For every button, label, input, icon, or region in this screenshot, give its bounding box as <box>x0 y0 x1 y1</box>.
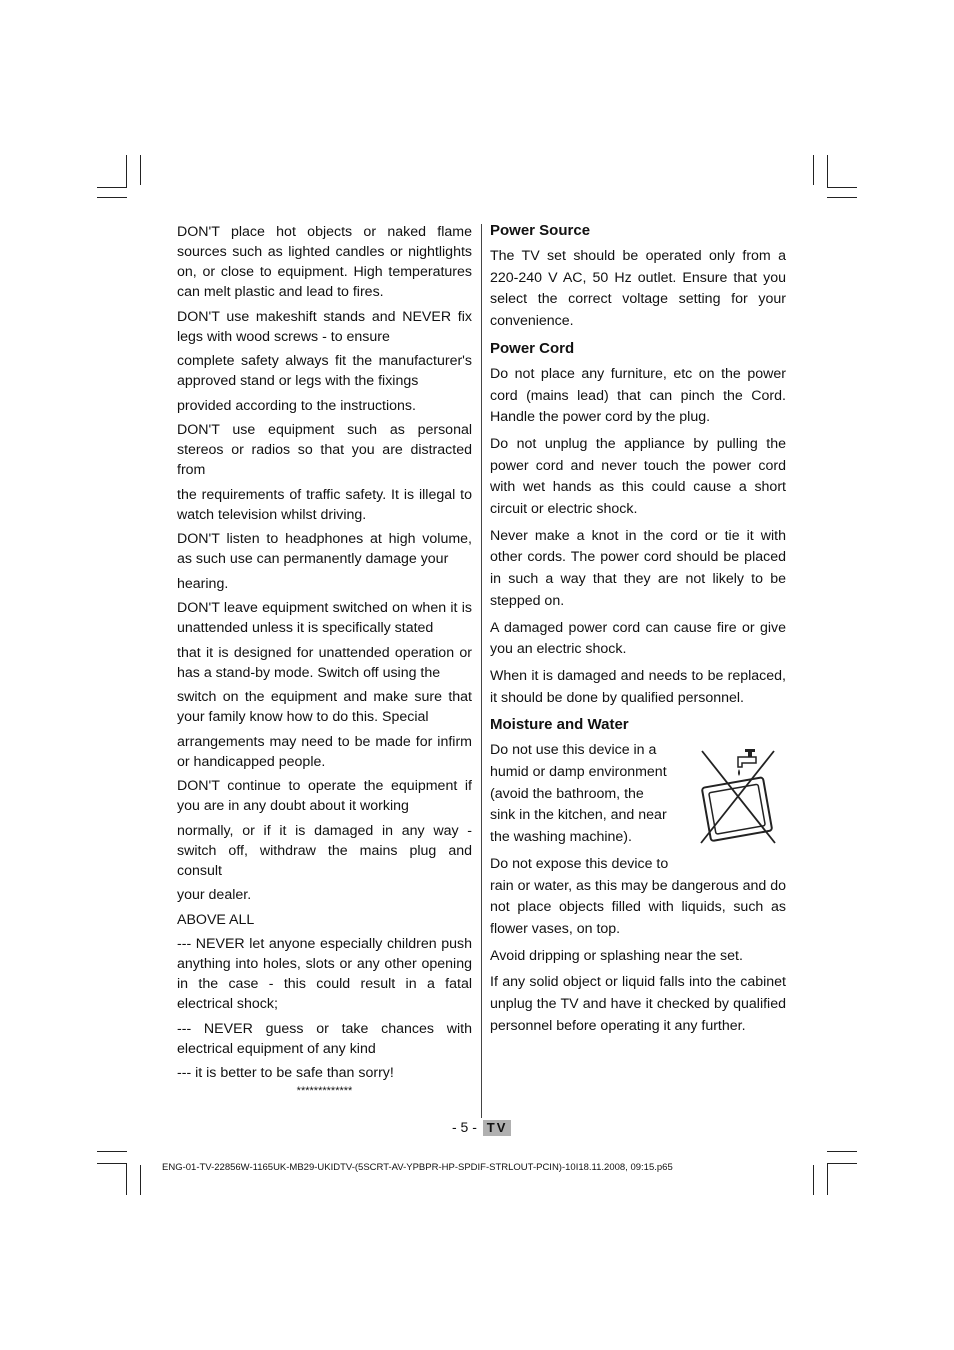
paragraph: Avoid dripping or splashing near the set. <box>490 947 743 964</box>
paragraph: switch on the equipment and make sure that your family know how to do this. Special <box>177 689 472 725</box>
section-badge: TV <box>483 1120 512 1136</box>
paragraph: provided according to the instructions. <box>177 397 416 414</box>
paragraph-continued: rain or water, as this may be dangerous and do not place objects filled with liquids, such as flower vases, on top. <box>490 877 786 937</box>
power-cord-heading: Power Cord <box>490 339 575 357</box>
paragraph-start: Do not expose this device to <box>490 855 669 872</box>
moisture-section <box>490 714 786 1037</box>
paragraph: the requirements of traffic safety. It is illegal to watch television whilst driving. <box>177 486 472 523</box>
paragraph: your dealer. <box>177 887 252 903</box>
paragraph: DON'T listen to headphones at high volume, as such use can permanently damage your <box>177 531 472 567</box>
paragraph: A damaged power cord can cause fire or give you an electric shock. <box>490 619 786 658</box>
paragraph: Do not place any furniture, etc on the power cord (mains lead) that can pinch the Cord. Handle the power cord by the plug. <box>490 365 786 426</box>
file-info: ENG-01-TV-22856W-1165UK-MB29-UKIDTV-(5SCRT-AV-YPBPR-HP-SPDIF-STRLOUT-PCIN)-10I18.11.2008, 09:15.p65 <box>162 1162 673 1173</box>
paragraph: DON'T place hot objects or naked flame sources such as lighted candles or nightlights on, or close to equipment. High temperatures can melt plastic and lead to fires. <box>177 224 472 300</box>
paragraph: hearing. <box>177 575 229 592</box>
paragraph: --- NEVER let anyone especially children push anything into holes, slots or any other opening in the case - this could result in a fatal electrical shock; <box>177 936 472 1012</box>
paragraph: Do not use this device in a humid or damp environment (avoid the bathroom, the sink in the kitchen, and near the washing machine). <box>490 742 667 846</box>
right-column <box>490 220 786 1043</box>
paragraph: --- it is better to be safe than sorry! <box>177 1065 394 1081</box>
paragraph: --- NEVER guess or take chances with electrical equipment of any kind <box>177 1020 472 1057</box>
paragraph: DON'T use equipment such as personal stereos or radios so that you are distracted from <box>177 422 472 478</box>
paragraph: normally, or if it is damaged in any way - switch off, withdraw the mains plug and consult <box>177 822 472 879</box>
no-water-on-tv-icon <box>698 747 778 845</box>
paragraph: DON'T continue to operate the equipment if you are in any doubt about it working <box>177 778 472 814</box>
column-divider <box>481 224 482 1118</box>
paragraph: If any solid object or liquid falls into the cabinet unplug the TV and have it checked by qualified personnel before operating it any further. <box>490 974 786 1034</box>
power-source-heading: Power Source <box>490 222 591 239</box>
page-number: - 5 - <box>452 1119 477 1135</box>
paragraph: When it is damaged and needs to be replaced, it should be done by qualified personnel. <box>490 667 786 706</box>
paragraph: Do not unplug the appliance by pulling the power cord and never touch the power cord with wet hands as this could cause a short circuit or electric shock. <box>490 435 786 518</box>
paragraph: complete safety always fit the manufacturer's approved stand or legs with the fixings <box>177 353 472 389</box>
paragraph: Never make a knot in the cord or tie it with other cords. The power cord should be placed in such a way that they are not likely to be stepped on. <box>490 527 786 609</box>
paragraph: that it is designed for unattended operation or has a stand-by mode. Switch off using the <box>177 644 472 681</box>
above-all-heading: ABOVE ALL <box>177 911 255 928</box>
moisture-wrapped-text <box>490 740 672 875</box>
safety-donts-column <box>177 222 472 1101</box>
page-footer <box>452 1119 511 1136</box>
paragraph: DON'T use makeshift stands and NEVER fix legs with wood screws - to ensure <box>177 308 472 345</box>
power-source-text: The TV set should be operated only from a 220-240 V AC, 50 Hz outlet. Ensure that you select the correct voltage setting for your convenience. <box>490 248 786 330</box>
paragraph: arrangements may need to be made for infirm or handicapped people. <box>177 733 472 770</box>
paragraph: DON'T leave equipment switched on when it is unattended unless it is specifically stated <box>177 600 472 636</box>
moisture-heading: Moisture and Water <box>490 716 629 734</box>
stars-separator: ************* <box>296 1084 353 1097</box>
